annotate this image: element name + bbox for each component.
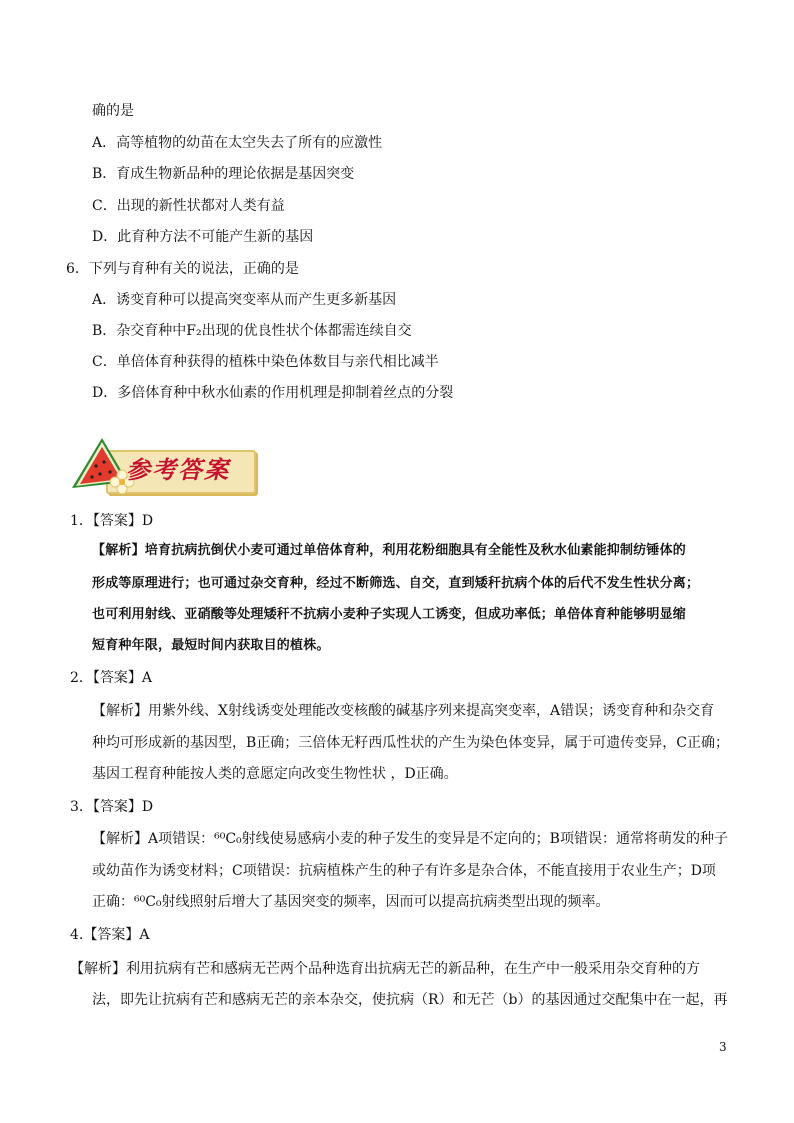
answer-1-line: 【解析】培育抗病抗倒伏小麦可通过单倍体育种，利用花粉细胞具有全能性及秋水仙素能抑制纺锤体的 xyxy=(92,543,687,558)
page-number: 3 xyxy=(719,1040,727,1054)
answer-4-line: 法，即先让抗病有芒和感病无芒的亲本杂交，使抗病（R）和无芒（b）的基因通过交配集中在一起，再 xyxy=(92,992,728,1008)
option-b: B．育成生物新品种的理论依据是基因突变 xyxy=(92,166,355,182)
answer-3-line: 正确：⁶⁰C₀射线照射后增大了基因突变的频率，因而可以提高抗病类型出现的频率。 xyxy=(92,894,610,910)
option-c: C．出现的新性状都对人类有益 xyxy=(92,198,285,214)
answer-4-line: 【解析】利用抗病有芒和感病无芒两个品种选育出抗病无芒的新品种，在生产中一般采用杂交育种的方 xyxy=(70,961,700,977)
option-a: A．高等植物的幼苗在太空失去了所有的应激性 xyxy=(92,135,383,151)
answer-2-label: 2．【答案】A xyxy=(70,670,153,686)
question-6-stem: 6．下列与育种有关的说法，正确的是 xyxy=(66,261,299,277)
answer-2-line: 【解析】用紫外线、X射线诱变处理能改变核酸的碱基序列来提高突变率，A错误；诱变育种和杂交育 xyxy=(92,703,715,719)
option-d: D．此育种方法不可能产生新的基因 xyxy=(92,229,314,245)
answer-1-line: 形成等原理进行；也可通过杂交育种，经过不断筛选、自交，直到矮秆抗病个体的后代不发生性状分离； xyxy=(92,576,700,591)
answer-1-label: 1．【答案】D xyxy=(70,513,154,529)
option-c: C．单倍体育种获得的植株中染色体数目与亲代相比减半 xyxy=(92,354,439,370)
answer-4-label: 4.【答案】A xyxy=(70,927,150,943)
answer-banner xyxy=(66,432,252,500)
answer-3-line: 【解析】A项错误：⁶⁰C₀射线使易感病小麦的种子发生的变异是不定向的；B项错误：通常将萌发的种子 xyxy=(92,831,728,847)
answer-1-line: 短育种年限，最短时间内获取目的植株。 xyxy=(92,638,330,653)
answer-2-line: 基因工程育种能按人类的意愿定向改变生物性状 ，D正确。 xyxy=(92,766,458,782)
answer-1-line: 也可利用射线、亚硝酸等处理矮秆不抗病小麦种子实现人工诱变，但成功率低；单倍体育种能够明显缩 xyxy=(92,607,687,622)
banner-title: 参考答案 xyxy=(126,455,230,484)
answer-2-line: 种均可形成新的基因型，B正确；三倍体无籽西瓜性状的产生为染色体变异，属于可遗传变异，C正确； xyxy=(92,735,729,751)
answer-3-label: 3．【答案】D xyxy=(70,799,154,815)
option-b: B．杂交育种中F₂出现的优良性状个体都需连续自交 xyxy=(92,323,412,339)
option-a: A．诱变育种可以提高突变率从而产生更多新基因 xyxy=(92,292,397,308)
question-5-tail: 确的是 xyxy=(92,103,134,119)
option-d: D．多倍体育种中秋水仙素的作用机理是抑制着丝点的分裂 xyxy=(92,385,454,401)
answer-3-line: 或幼苗作为诱变材料；C项错误：抗病植株产生的种子有许多是杂合体，不能直接用于农业生产；D项 xyxy=(92,863,716,879)
